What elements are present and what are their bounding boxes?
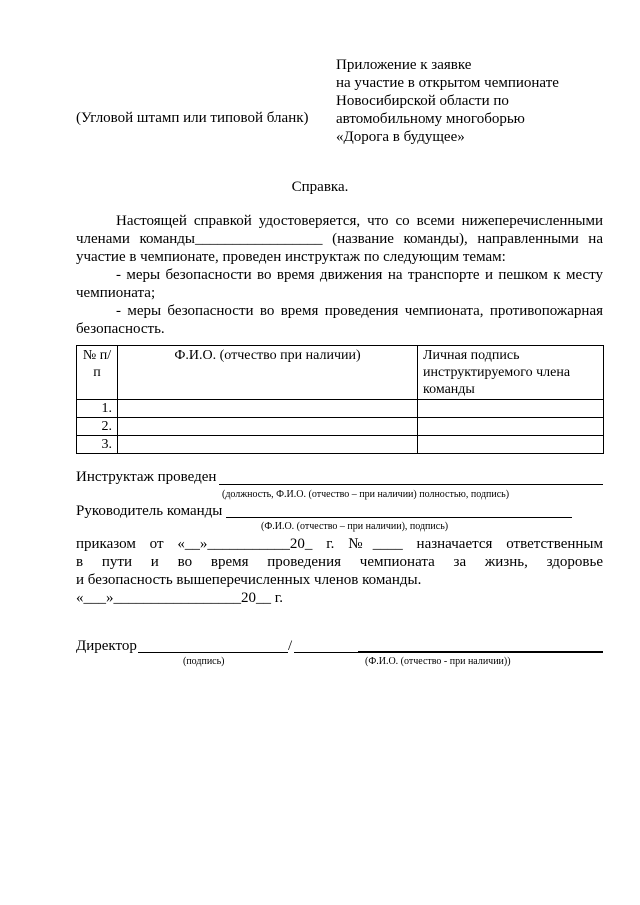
table-row xyxy=(77,436,604,454)
application-header xyxy=(336,56,626,146)
row-number: 1. xyxy=(77,400,118,418)
order-line: и безопасность вышеперечисленных членов команды. xyxy=(76,572,422,588)
order-line: приказом от «__»___________20_ г. №____ назначается ответственным xyxy=(76,536,603,552)
order-date-line: «___»_________________20__ г. xyxy=(76,590,283,606)
team-leader-caption: (Ф.И.О. (отчество – при наличии), подпись) xyxy=(261,521,449,532)
corner-stamp-note: (Угловой штамп или типовой бланк) xyxy=(76,110,309,126)
header-line: автомобильному многоборью xyxy=(336,111,525,127)
crew-table xyxy=(76,345,604,454)
column-header-number: № п/п xyxy=(77,346,118,400)
topic-item-cont: безопасность. xyxy=(76,321,165,337)
column-header-signature: Личная подпись инструктируемого члена команды xyxy=(418,346,604,400)
row-number: 2. xyxy=(77,418,118,436)
director-separator: / xyxy=(288,638,293,654)
table-row xyxy=(77,418,604,436)
instructed-by-label: Инструктаж проведен xyxy=(76,469,217,485)
name-cell[interactable] xyxy=(118,436,418,454)
table-header-row xyxy=(77,346,604,400)
order-paragraph xyxy=(76,535,603,607)
topic-item: - меры безопасности во время движения на транспорте и пешком к месту xyxy=(116,267,603,283)
header-line: на участие в открытом чемпионате xyxy=(336,75,559,91)
topic-item-cont: чемпионата; xyxy=(76,285,156,301)
name-cell[interactable] xyxy=(118,400,418,418)
director-label: Директор xyxy=(76,638,137,654)
director-name-caption: (Ф.И.О. (отчество - при наличии)) xyxy=(365,656,511,667)
director-name-field[interactable] xyxy=(358,651,603,653)
body-paragraph-line: участие в чемпионате, проведен инструктаж по следующим темам: xyxy=(76,249,506,265)
name-cell[interactable] xyxy=(118,418,418,436)
header-line: «Дорога в будущее» xyxy=(336,129,465,145)
certificate-body xyxy=(76,212,603,338)
director-signature-caption: (подпись) xyxy=(183,656,225,667)
signature-cell[interactable] xyxy=(418,400,604,418)
order-line: в пути и во время проведения чемпионата за жизнь, здоровье xyxy=(76,554,603,570)
body-paragraph-line: Настоящей справкой удостоверяется, что со всеми нижеперечисленными xyxy=(116,213,603,229)
body-paragraph-line: членами команды_________________ (название команды), направленными на xyxy=(76,231,603,247)
signature-cell[interactable] xyxy=(418,418,604,436)
director-signature-field[interactable] xyxy=(138,652,288,653)
team-leader-label: Руководитель команды xyxy=(76,503,223,519)
row-number: 3. xyxy=(77,436,118,454)
table-row xyxy=(77,400,604,418)
instructed-by-caption: (должность, Ф.И.О. (отчество – при наличии) полностью, подпись) xyxy=(222,489,510,500)
topic-item: - меры безопасности во время проведения чемпионата, противопожарная xyxy=(116,303,603,319)
team-leader-field[interactable] xyxy=(226,517,572,518)
director-initials-field[interactable] xyxy=(294,652,358,653)
column-header-name: Ф.И.О. (отчество при наличии) xyxy=(118,346,418,400)
instructed-by-field[interactable] xyxy=(219,484,603,485)
header-line: Новосибирской области по xyxy=(336,93,509,109)
document-title: Справка. xyxy=(291,179,349,195)
signature-cell[interactable] xyxy=(418,436,604,454)
header-line: Приложение к заявке xyxy=(336,57,472,73)
